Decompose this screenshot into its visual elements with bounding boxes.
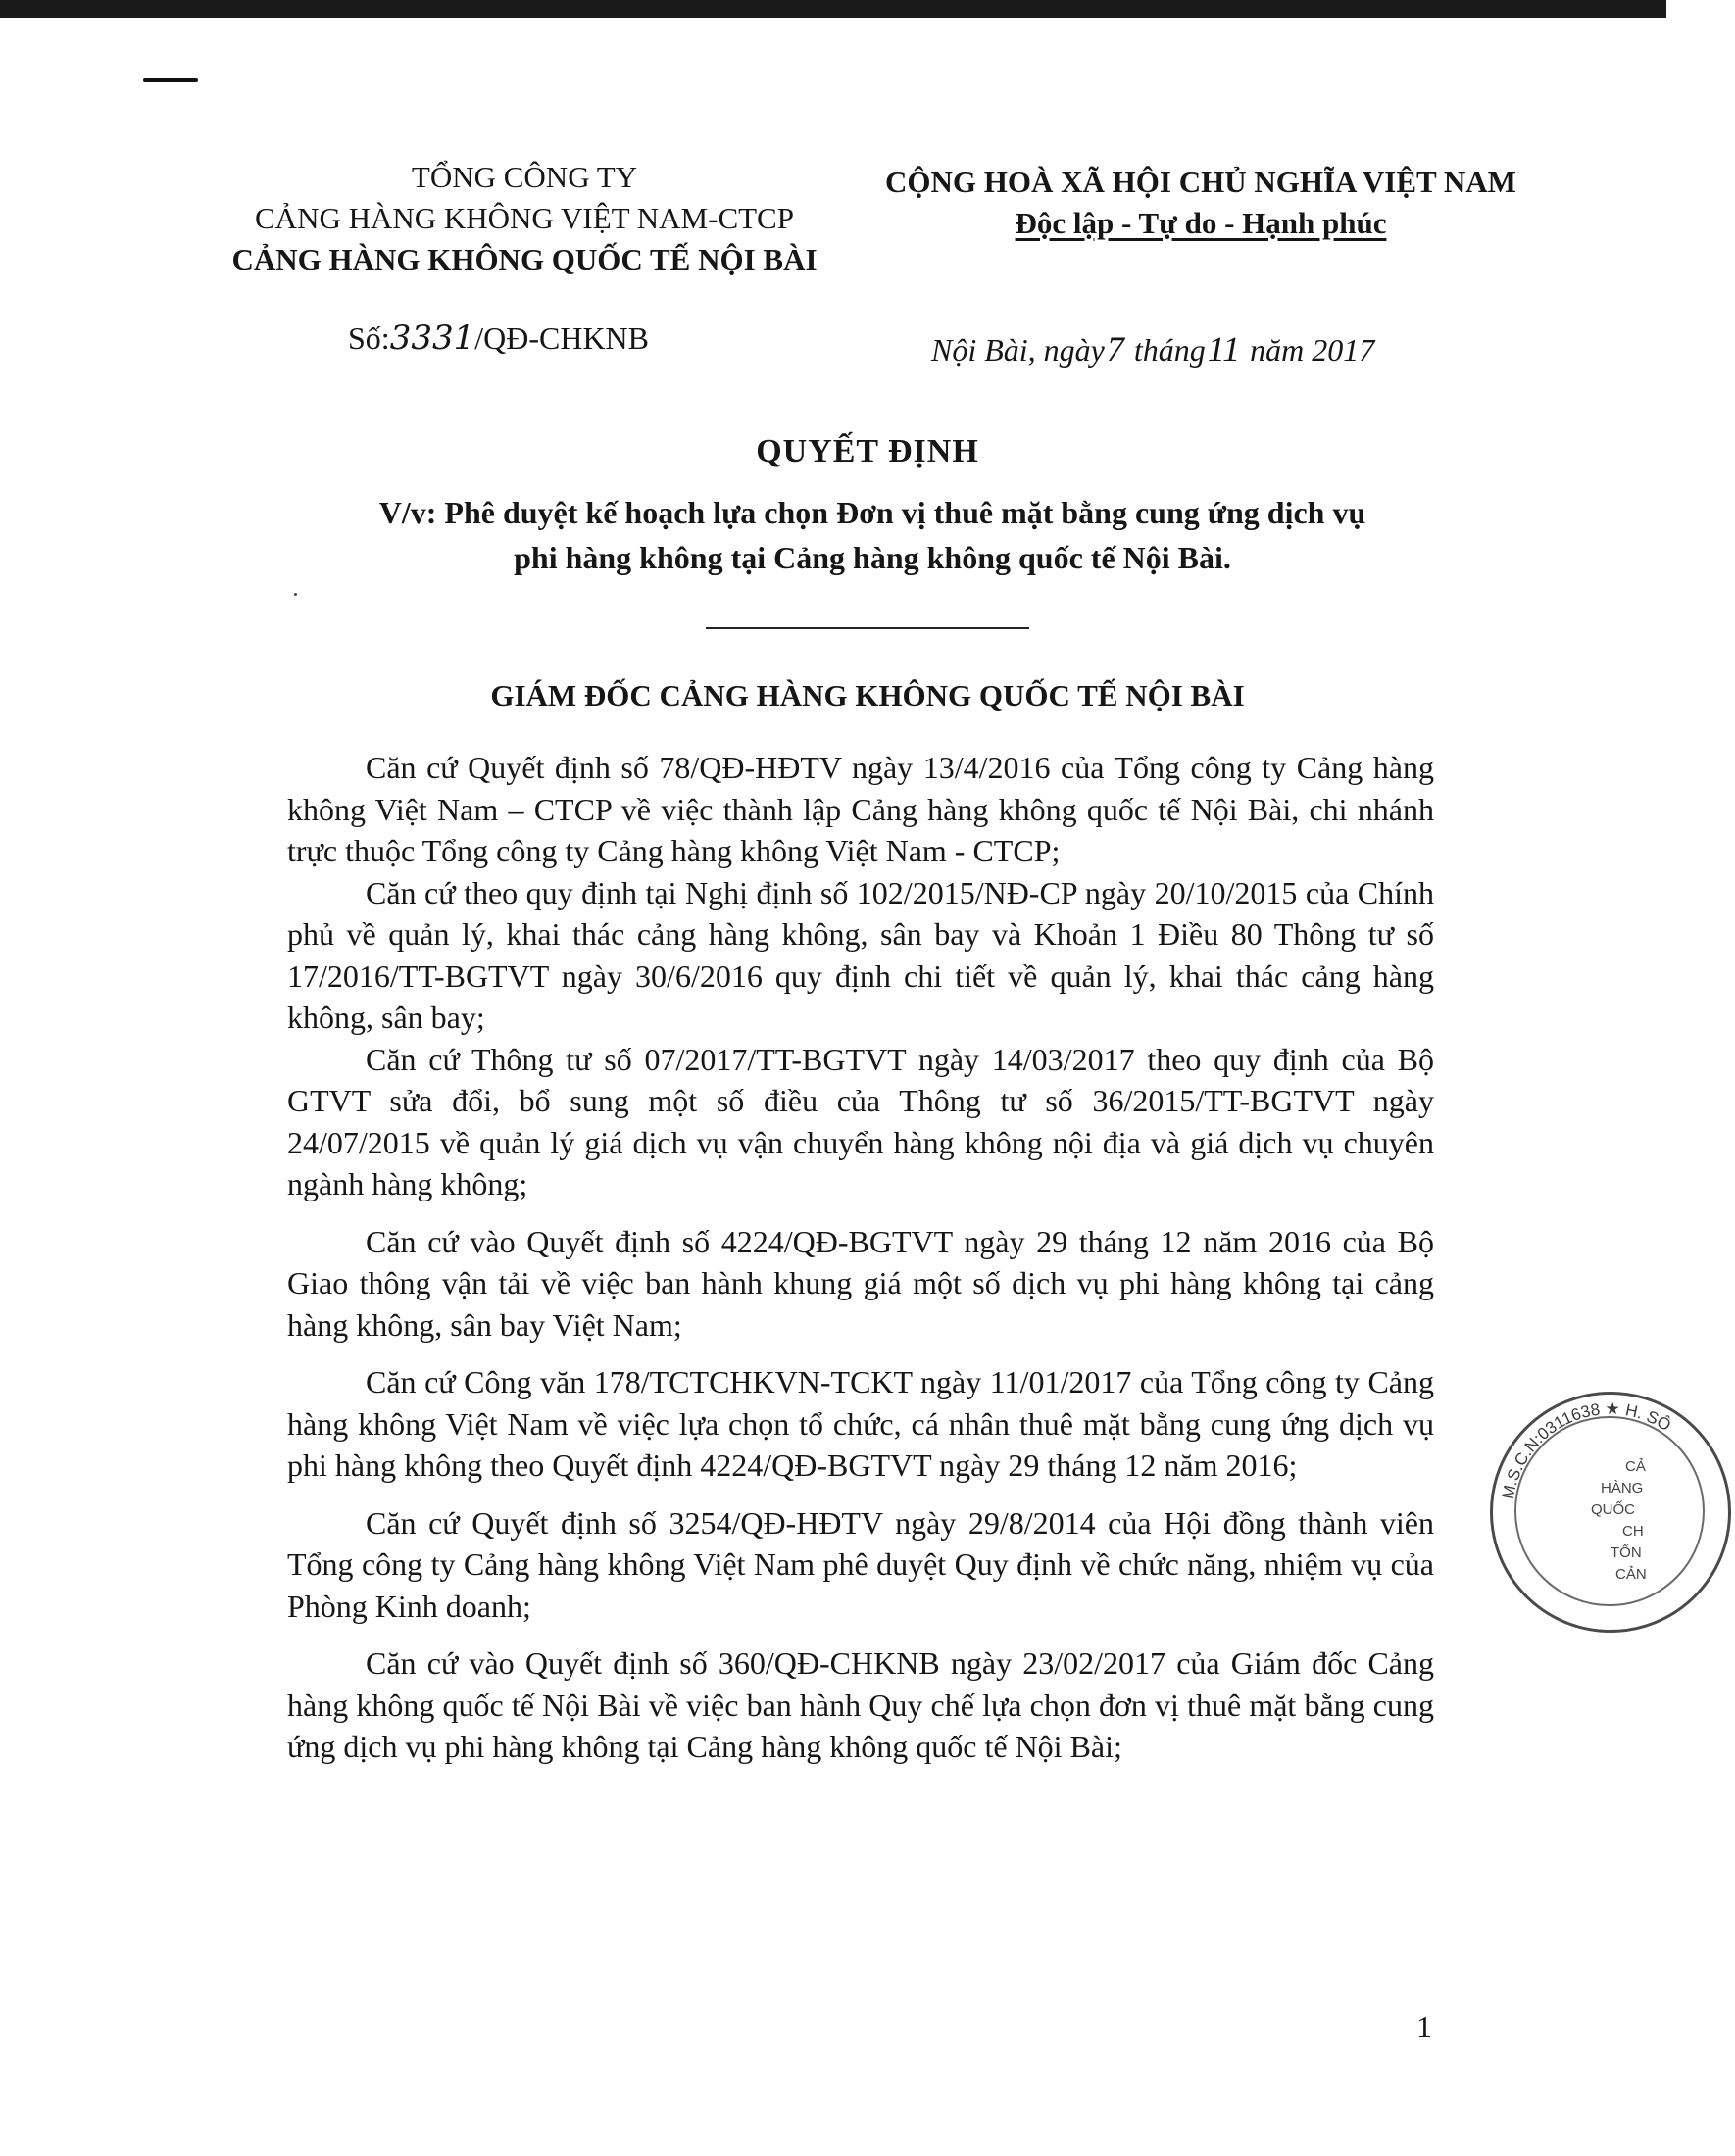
- date-month-handwritten: 11: [1207, 329, 1241, 368]
- issuer-line-1: TỔNG CÔNG TY: [411, 160, 638, 194]
- official-seal-stamp: [1490, 1392, 1731, 1633]
- paragraph-1: Căn cứ Quyết định số 78/QĐ-HĐTV ngày 13/4/2016 của Tổng công ty Cảng hàng không Việt Nam – CTCP về việc thành lập Cảng hàng không quốc tế Nội Bài, chi nhánh trực thuộc Tổng công ty Cảng hàng không Việt Nam - CTCP;: [287, 750, 1434, 868]
- national-motto: Độc lập - Tự do - Hạnh phúc: [1015, 206, 1387, 240]
- paragraph-3: Căn cứ Thông tư số 07/2017/TT-BGTVT ngày 14/03/2017 theo quy định của Bộ GTVT sửa đổi, bổ sung một số điều của Thông tư số 36/2015/TT-BGTVT ngày 24/07/2015 về quản lý giá dịch vụ vận chuyển hàng không nội địa và giá dịch vụ chuyên ngành hàng không;: [287, 1041, 1434, 1201]
- subject-line-2: phi hàng không tại Cảng hàng không quốc tế Nội Bài.: [514, 540, 1231, 575]
- svg-text:CẢN: CẢN: [1615, 1566, 1647, 1583]
- paragraph-7: Căn cứ vào Quyết định số 360/QĐ-CHKNB ngày 23/02/2017 của Giám đốc Cảng hàng không quốc tế Nội Bài về việc ban hành Quy chế lựa chọn đơn vị thuê mặt bằng cung ứng dịch vụ phi hàng không tại Cảng hàng không quốc tế Nội Bài;: [287, 1645, 1434, 1764]
- svg-text:CẢ: CẢ: [1625, 1458, 1646, 1475]
- date-day-handwritten: 7: [1106, 329, 1124, 368]
- national-header: [863, 162, 1539, 244]
- issuer-line-2: CẢNG HÀNG KHÔNG VIỆT NAM-CTCP: [255, 201, 794, 235]
- date-year: năm 2017: [1250, 332, 1375, 368]
- date-place: Nội Bài, ngày: [931, 332, 1105, 368]
- seal-graphic: [1493, 1395, 1728, 1630]
- svg-text:QUỐC: QUỐC: [1591, 1501, 1635, 1518]
- paragraph-4: Căn cứ vào Quyết định số 4224/QĐ-BGTVT ngày 29 tháng 12 năm 2016 của Bộ Giao thông vận tải về việc ban hành khung giá một số dịch vụ phi hàng không tại cảng hàng không, sân bay Việt Nam;: [287, 1223, 1434, 1343]
- svg-text:HÀNG: HÀNG: [1601, 1480, 1644, 1496]
- issuer-header: [211, 157, 838, 280]
- svg-text:TỔN: TỔN: [1611, 1544, 1642, 1561]
- issue-date: [931, 328, 1374, 369]
- paragraph-2: Căn cứ theo quy định tại Nghị định số 102/2015/NĐ-CP ngày 20/10/2015 của Chính phủ về quản lý, khai thác cảng hàng không, sân bay và Khoản 1 Điều 80 Thông tư số 17/2016/TT-BGTVT ngày 30/6/2016 quy định chi tiết về quản lý, khai thác cảng hàng không, sân bay;: [287, 874, 1434, 1035]
- date-month-label: tháng: [1133, 332, 1206, 368]
- national-title: CỘNG HOÀ XÃ HỘI CHỦ NGHĨA VIỆT NAM: [885, 165, 1516, 199]
- docno-prefix: Số:: [348, 320, 390, 356]
- issuer-line-3: CẢNG HÀNG KHÔNG QUỐC TẾ NỘI BÀI: [231, 242, 818, 276]
- paragraph-5: Căn cứ Công văn 178/TCTCHKVN-TCKT ngày 11/01/2017 của Tổng công ty Cảng hàng không Việt Nam về việc lựa chọn tổ chức, cá nhân thuê mặt bằng cung ứng dịch vụ phi hàng không theo Quyết định 4224/QĐ-BGTVT ngày 29 tháng 12 năm 2016;: [287, 1364, 1434, 1483]
- title-divider: [706, 627, 1029, 629]
- svg-text:M.S.C.N:0311638 ★ H. SÔ: M.S.C.N:0311638 ★ H. SÔ: [1498, 1398, 1675, 1501]
- svg-text:CH: CH: [1622, 1523, 1644, 1540]
- document-number: [348, 318, 649, 358]
- scan-speck: [294, 593, 297, 596]
- director-heading: GIÁM ĐỐC CẢNG HÀNG KHÔNG QUỐC TẾ NỘI BÀI: [490, 678, 1245, 712]
- document-title: QUYẾT ĐỊNH: [756, 433, 979, 469]
- scan-top-edge: [0, 0, 1666, 18]
- page-number: 1: [1416, 2009, 1432, 2044]
- docno-handwritten: 3331: [389, 318, 475, 358]
- document-body: [287, 747, 1434, 1768]
- document-subject: [333, 490, 1412, 580]
- corner-pen-mark: [143, 78, 198, 82]
- paragraph-6: Căn cứ Quyết định số 3254/QĐ-HĐTV ngày 29/8/2014 của Hội đồng thành viên Tổng công ty Cảng hàng không Việt Nam phê duyệt Quy định về chức năng, nhiệm vụ của Phòng Kinh doanh;: [287, 1504, 1434, 1624]
- docno-suffix: /QĐ-CHKNB: [474, 320, 649, 356]
- subject-line-1: V/v: Phê duyệt kế hoạch lựa chọn Đơn vị thuê mặt bằng cung ứng dịch vụ: [378, 495, 1366, 530]
